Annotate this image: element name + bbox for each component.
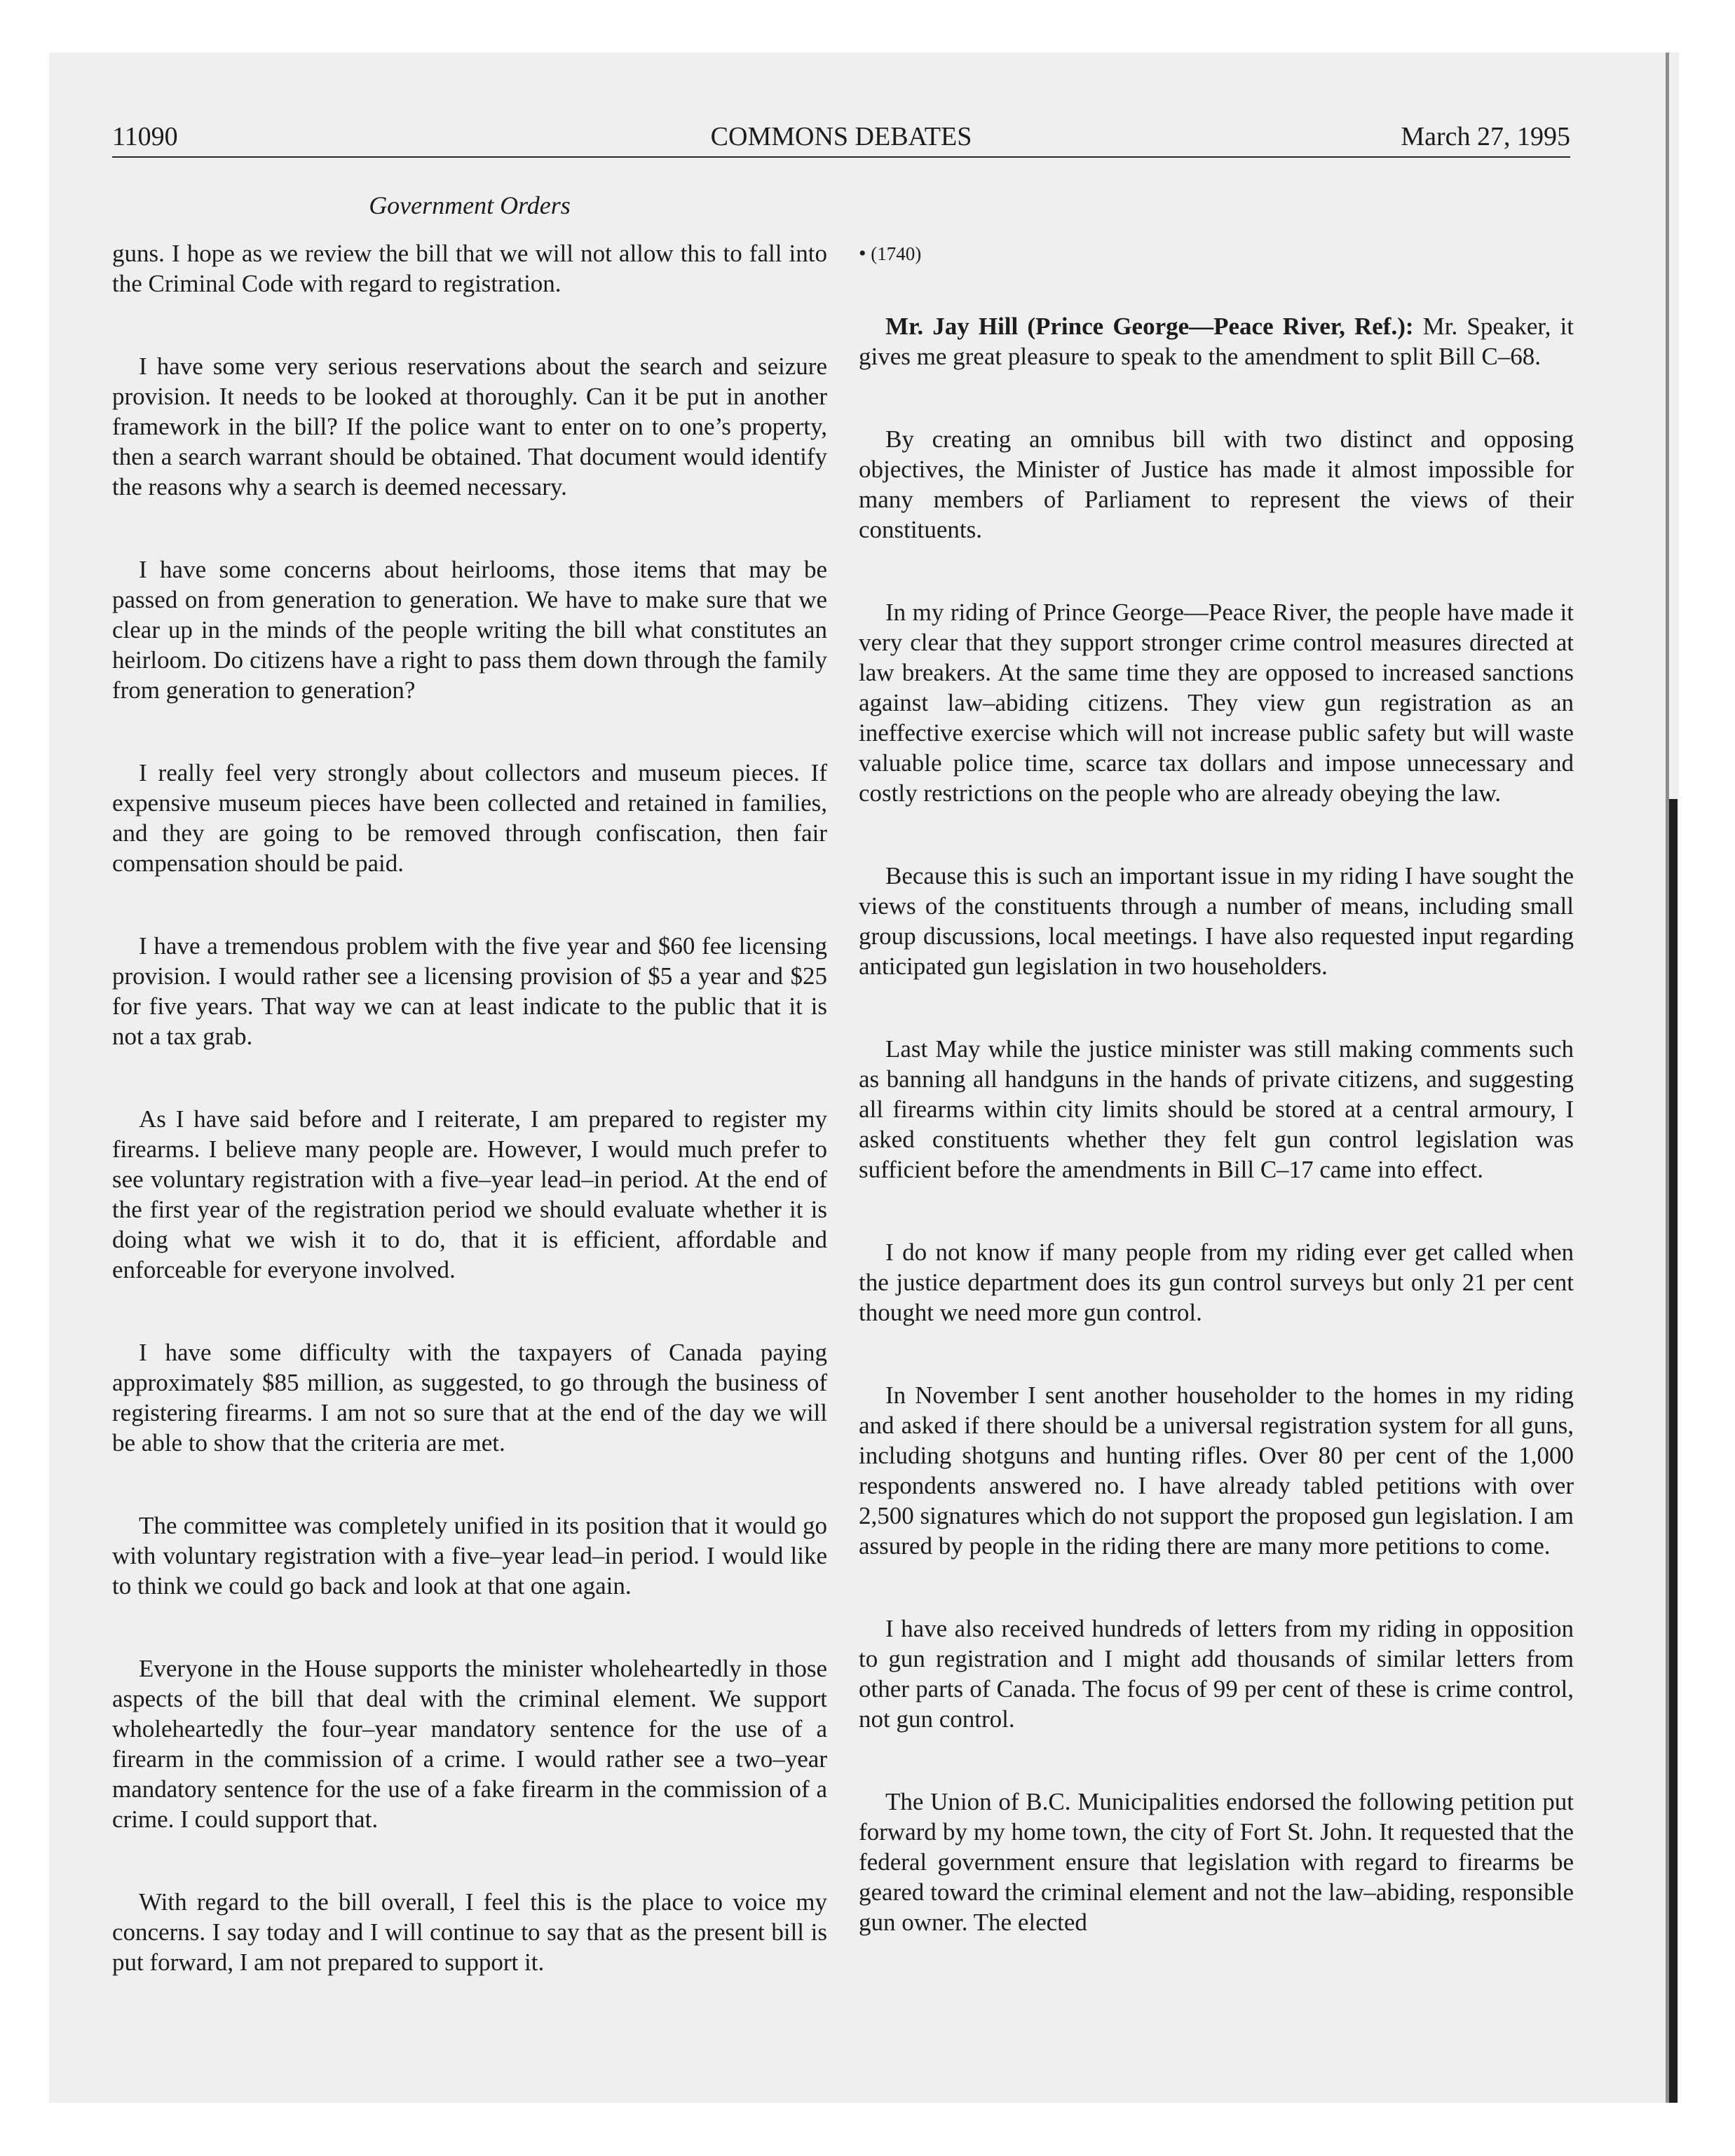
paragraph: Last May while the justice minister was still making comments such as banning all handguns in the hands of private citizens, and suggesting all firearms within city limits should be stored at a central armoury, I asked constituents whether they felt gun control legislation was sufficient before the amendments in Bill C–17 came into effect.: [859, 1035, 1574, 1183]
paragraph: With regard to the bill overall, I feel this is the place to voice my concerns. I say today and I will continue to say that as the present bill is put forward, I am not prepared to support it.: [112, 1888, 827, 1976]
right-column: [859, 238, 1574, 1990]
publication-title: COMMONS DEBATES: [710, 122, 972, 151]
header-rule: [112, 156, 1570, 158]
time-marker-text: (1740): [871, 243, 922, 264]
paragraph: By creating an omnibus bill with two distinct and opposing objectives, the Minister of Justice has made it almost impossible for many members of Parliament to represent the views of their constituents.: [859, 425, 1574, 543]
paragraph: I have some difficulty with the taxpayers of Canada paying approximately $85 million, as suggested, to go through the business of registering firearms. I am not so sure that at the end of the day we will be able to show that the criteria are met.: [112, 1339, 827, 1456]
publication-date: March 27, 1995: [1401, 122, 1570, 151]
page-header: [112, 116, 1570, 158]
speaker-paragraph: [859, 311, 1574, 371]
paragraph: guns. I hope as we review the bill that we will not allow this to fall into the Criminal Code with regard to registration.: [112, 240, 827, 297]
bullet-icon: •: [859, 242, 866, 265]
paragraph: I do not know if many people from my riding ever get called when the justice department does its gun control surveys but only 21 per cent thought we need more gun control.: [859, 1239, 1574, 1326]
paragraph: In November I sent another householder to the homes in my riding and asked if there should be a universal registration system for all guns, including shotguns and hunting rifles. Over 80 per cent of the 1,000 respondents answered no. I have already tabled petitions with over 2,500 signatures which do not support the proposed gun legislation. I am assured by people in the riding there are many more petitions to come.: [859, 1381, 1574, 1560]
time-marker: [859, 238, 1574, 269]
speaker-name: Mr. Jay Hill (Prince George—Peace River, Ref.):: [885, 313, 1414, 340]
paragraph: I have some very serious reservations about the search and seizure provision. It needs to be looked at thoroughly. Can it be put in another framework in the bill? If the police want to enter on to one’s property, then a search warrant should be obtained. That document would identify the reasons why a search is deemed necessary.: [112, 353, 827, 500]
paragraph: I really feel very strongly about collectors and museum pieces. If expensive museum pieces have been collected and retained in families, and they are going to be removed through confiscation, then fair compensation should be paid.: [112, 759, 827, 877]
paragraph: Everyone in the House supports the minister wholeheartedly in those aspects of the bill that deal with the criminal element. We support wholeheartedly the four–year mandatory sentence for the use of a firearm in the commission of a crime. I would rather see a two–year mandatory sentence for the use of a fake firearm in the commission of a crime. I could support that.: [112, 1655, 827, 1833]
section-title: Government Orders: [369, 191, 571, 219]
paragraph: I have also received hundreds of letters from my riding in opposition to gun registration and I might add thousands of similar letters from other parts of Canada. The focus of 99 per cent of these is crime control, not gun control.: [859, 1615, 1574, 1733]
paragraph: The Union of B.C. Municipalities endorsed the following petition put forward by my home town, the city of Fort St. John. It requested that the federal government ensure that legislation with regard to firearms be geared toward the criminal element and not the law–abiding, responsible gun owner. The elected: [859, 1788, 1574, 1936]
paragraph: Because this is such an important issue in my riding I have sought the views of the constituents through a number of means, including small group discussions, local meetings. I have also requested input regarding anticipated gun legislation in two householders.: [859, 862, 1574, 980]
page-number: 11090: [112, 122, 178, 151]
page-edge-binding: [1669, 799, 1678, 2103]
left-column: [112, 238, 827, 2030]
paragraph: I have a tremendous problem with the five year and $60 fee licensing provision. I would rather see a licensing provision of $5 a year and $25 for five years. That way we can at least indicate to the public that it is not a tax grab.: [112, 932, 827, 1050]
paragraph: The committee was completely unified in its position that it would go with voluntary registration with a five–year lead–in period. I would like to think we could go back and look at that one again.: [112, 1512, 827, 1599]
speaker-text: Mr. Speaker, it gives me great pleasure to speak to the amendment to split Bill C–68.: [859, 313, 1574, 370]
paragraph: I have some concerns about heirlooms, those items that may be passed on from generation to generation. We have to make sure that we clear up in the minds of the people writing the bill what constitutes an heirloom. Do citizens have a right to pass them down through the family from generation to generation?: [112, 556, 827, 704]
paragraph: In my riding of Prince George—Peace River, the people have made it very clear that they support stronger crime control measures directed at law breakers. At the same time they are opposed to increased sanctions against law–abiding citizens. They view gun registration as an ineffective exercise which will not increase public safety but will waste valuable police time, scarce tax dollars and impose unnecessary and costly restrictions on the people who are already obeying the law.: [859, 599, 1574, 807]
paragraph: As I have said before and I reiterate, I am prepared to register my firearms. I believe many people are. However, I would much prefer to see voluntary registration with a five–year lead–in period. At the end of the first year of the registration period we should evaluate whether it is doing what we wish it to do, that it is efficient, affordable and enforceable for everyone involved.: [112, 1105, 827, 1283]
